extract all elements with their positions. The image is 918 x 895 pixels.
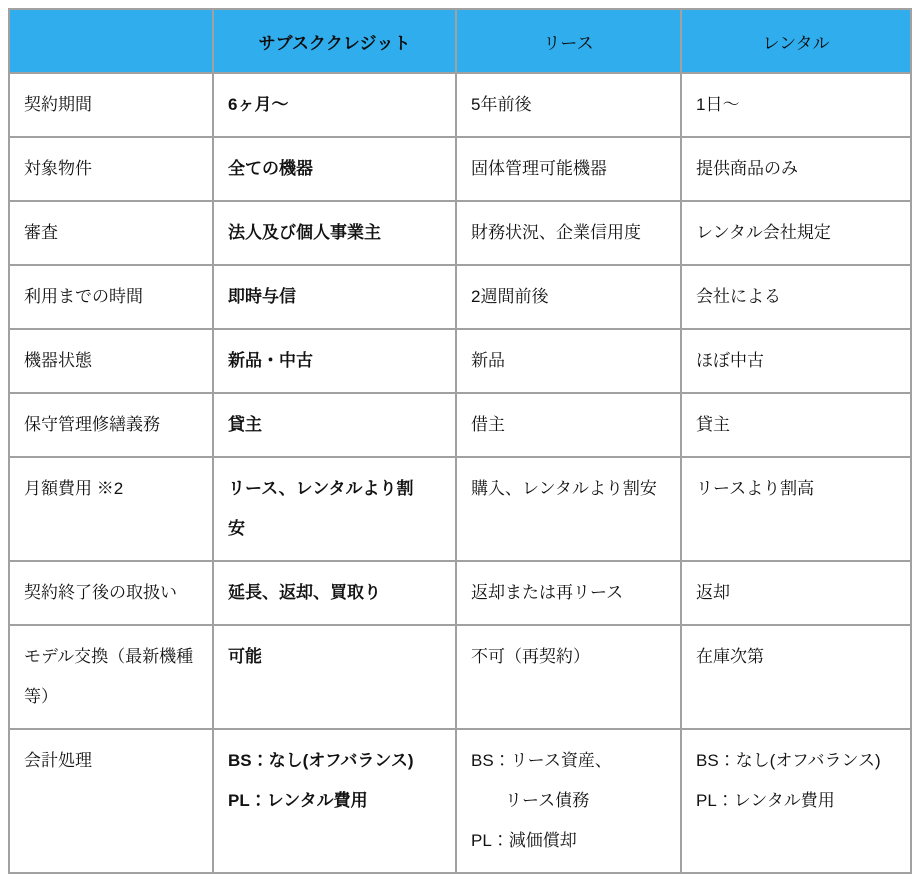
comparison-table [8,8,912,874]
table-row [9,457,911,561]
row-label: 会計処理 [24,751,92,770]
cell-subscription [213,393,456,457]
row-label: 審査 [24,223,58,242]
cell-text: 延長、返却、買取り [228,583,381,602]
cell-subscription [213,729,456,873]
cell-rental [681,329,911,393]
cell-text: 即時与信 [228,287,296,306]
cell-text: 1日〜 [696,95,740,114]
cell-text: 5年前後 [471,95,532,114]
cell-subscription [213,265,456,329]
column-header-lease: リース [456,9,681,73]
table-row [9,137,911,201]
cell-rental [681,561,911,625]
cell-lease [456,625,681,729]
cell-text: PL：レンタル費用 [228,791,368,810]
cell-rental [681,201,911,265]
row-header [9,625,213,729]
cell-text: 貸主 [696,415,730,434]
cell-text: リースより割高 [696,479,815,498]
cell-rental [681,457,911,561]
cell-rental [681,393,911,457]
cell-lease [456,393,681,457]
cell-text: 不可（再契約） [471,647,590,666]
cell-lease [456,201,681,265]
row-header [9,329,213,393]
cell-text: 法人及び個人事業主 [228,223,381,242]
row-label: モデル交換（最新機種等） [24,647,194,706]
row-header [9,393,213,457]
table-row [9,625,911,729]
row-header [9,73,213,137]
cell-text: 会社による [696,287,781,306]
row-header [9,561,213,625]
cell-subscription [213,561,456,625]
row-label: 契約期間 [24,95,92,114]
table-row [9,265,911,329]
cell-text: 返却 [696,583,730,602]
cell-text: 固体管理可能機器 [471,159,607,178]
cell-text: 返却または再リース [471,583,624,602]
header-row [9,9,911,73]
column-header-rental: レンタル [681,9,911,73]
cell-rental [681,137,911,201]
table-row [9,561,911,625]
cell-text: ほぼ中古 [696,351,764,370]
cell-subscription [213,201,456,265]
cell-text: BS：リース資産、 [471,751,612,770]
cell-lease [456,73,681,137]
cell-text: 全ての機器 [228,159,313,178]
row-header [9,137,213,201]
table-row [9,73,911,137]
cell-text: BS：なし(オフバランス) [696,751,881,770]
cell-subscription [213,329,456,393]
row-label: 保守管理修繕義務 [24,415,160,434]
cell-rental [681,729,911,873]
cell-text: 新品・中古 [228,351,313,370]
row-label: 月額費用 ※2 [24,479,124,498]
cell-text: 貸主 [228,415,262,434]
table-row [9,729,911,873]
cell-lease [456,137,681,201]
cell-text: 在庫次第 [696,647,764,666]
cell-text: 新品 [471,351,505,370]
cell-text: リース、レンタルより割安 [228,479,414,538]
row-header [9,457,213,561]
row-header [9,201,213,265]
row-label: 機器状態 [24,351,92,370]
row-label: 契約終了後の取扱い [24,583,177,602]
cell-text: BS：なし(オフバランス) [228,751,414,770]
cell-text: 購入、レンタルより割安 [471,479,657,498]
cell-lease [456,729,681,873]
table-row [9,393,911,457]
cell-subscription [213,625,456,729]
row-header [9,729,213,873]
column-header-subscription: サブスククレジット [213,9,456,73]
table-row [9,329,911,393]
cell-text: PL：減価償却 [471,831,577,850]
cell-text: 財務状況、企業信用度 [471,223,641,242]
cell-lease [456,457,681,561]
cell-text: リース債務 [471,791,590,810]
cell-text: 可能 [228,647,262,666]
cell-subscription [213,73,456,137]
cell-subscription [213,457,456,561]
cell-text: 2週間前後 [471,287,549,306]
row-label: 対象物件 [24,159,92,178]
cell-rental [681,73,911,137]
cell-lease [456,561,681,625]
row-label: 利用までの時間 [24,287,143,306]
cell-lease [456,265,681,329]
column-header-empty [9,9,213,73]
table-row [9,201,911,265]
cell-text: レンタル会社規定 [696,223,831,242]
cell-subscription [213,137,456,201]
cell-rental [681,265,911,329]
cell-lease [456,329,681,393]
cell-text: PL：レンタル費用 [696,791,835,810]
cell-text: 提供商品のみ [696,159,798,178]
cell-text: 借主 [471,415,505,434]
row-header [9,265,213,329]
cell-text: 6ヶ月〜 [228,95,289,114]
cell-rental [681,625,911,729]
